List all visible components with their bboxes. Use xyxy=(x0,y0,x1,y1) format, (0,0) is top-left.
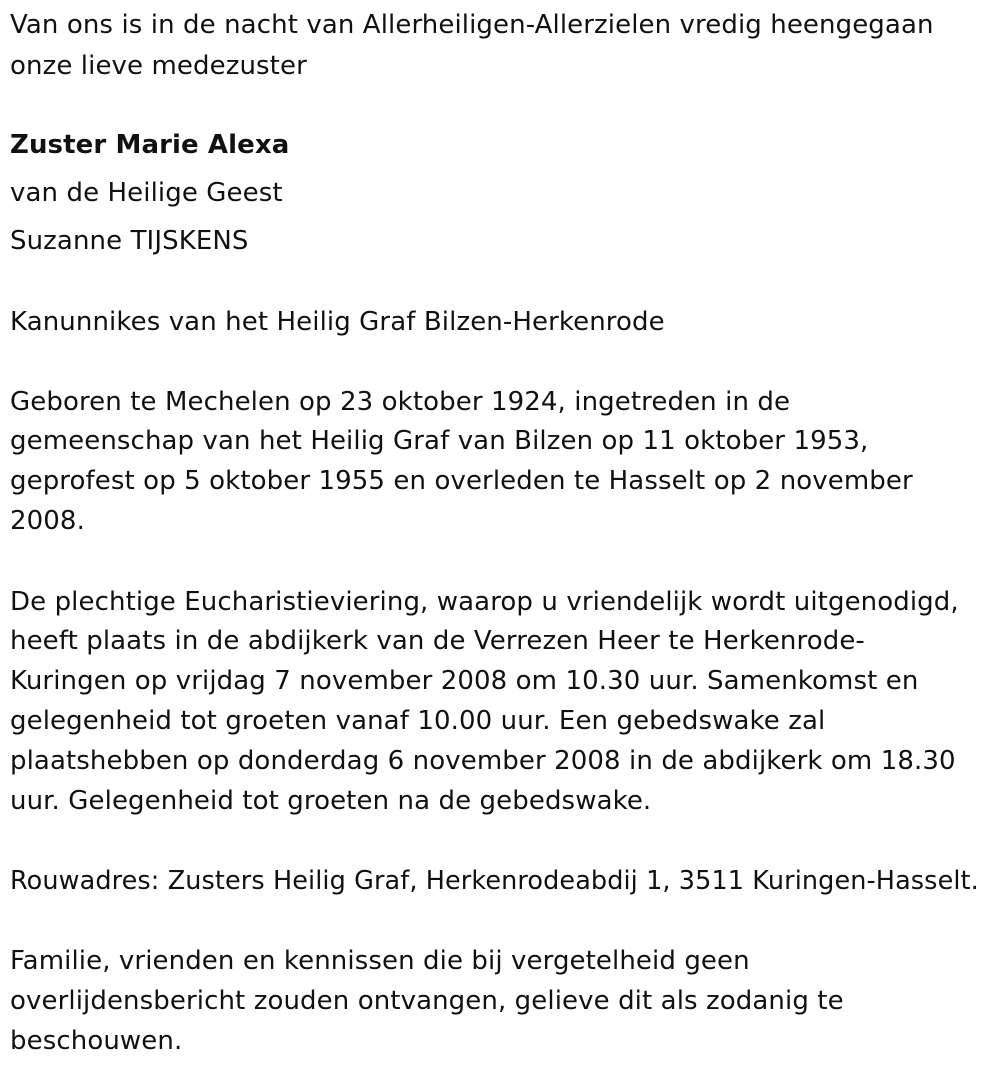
ceremony-line-4: gelegenheid tot groeten vanaf 10.00 uur. Een gebedswake zal xyxy=(10,706,826,736)
ceremony-line-5: plaatshebben op donderdag 6 november 2008 in de abdijkerk om 18.30 xyxy=(10,746,956,776)
religious-name: van de Heilige Geest xyxy=(10,178,283,208)
biography-line-4: 2008. xyxy=(10,506,85,536)
closing-line-1: Familie, vrienden en kennissen die bij vergetelheid geen xyxy=(10,946,750,976)
ceremony-line-6: uur. Gelegenheid tot groeten na de gebedswake. xyxy=(10,786,652,816)
ceremony-line-2: heeft plaats in de abdijkerk van de Verrezen Heer te Herkenrode- xyxy=(10,626,865,656)
biography-line-2: gemeenschap van het Heilig Graf van Bilzen op 11 oktober 1953, xyxy=(10,426,869,456)
biography-line-3: geprofest op 5 oktober 1955 en overleden te Hasselt op 2 november xyxy=(10,466,913,496)
civil-name: Suzanne TIJSKENS xyxy=(10,226,249,256)
closing-line-2: overlijdensbericht zouden ontvangen, gelieve dit als zodanig te xyxy=(10,986,844,1016)
closing-line-3: beschouwen. xyxy=(10,1026,183,1056)
ceremony-line-3: Kuringen op vrijdag 7 november 2008 om 10.30 uur. Samenkomst en xyxy=(10,666,919,696)
religious-order: Kanunnikes van het Heilig Graf Bilzen-Herkenrode xyxy=(10,307,665,337)
deceased-title: Zuster Marie Alexa xyxy=(10,130,290,160)
intro-line-2: onze lieve medezuster xyxy=(10,51,307,81)
ceremony-line-1: De plechtige Eucharistieviering, waarop u vriendelijk wordt uitgenodigd, xyxy=(10,587,959,617)
intro-line-1: Van ons is in de nacht van Allerheiligen-Allerzielen vredig heengegaan xyxy=(10,10,934,40)
mourning-address: Rouwadres: Zusters Heilig Graf, Herkenrodeabdij 1, 3511 Kuringen-Hasselt. xyxy=(10,866,979,896)
biography-line-1: Geboren te Mechelen op 23 oktober 1924, ingetreden in de xyxy=(10,387,791,417)
